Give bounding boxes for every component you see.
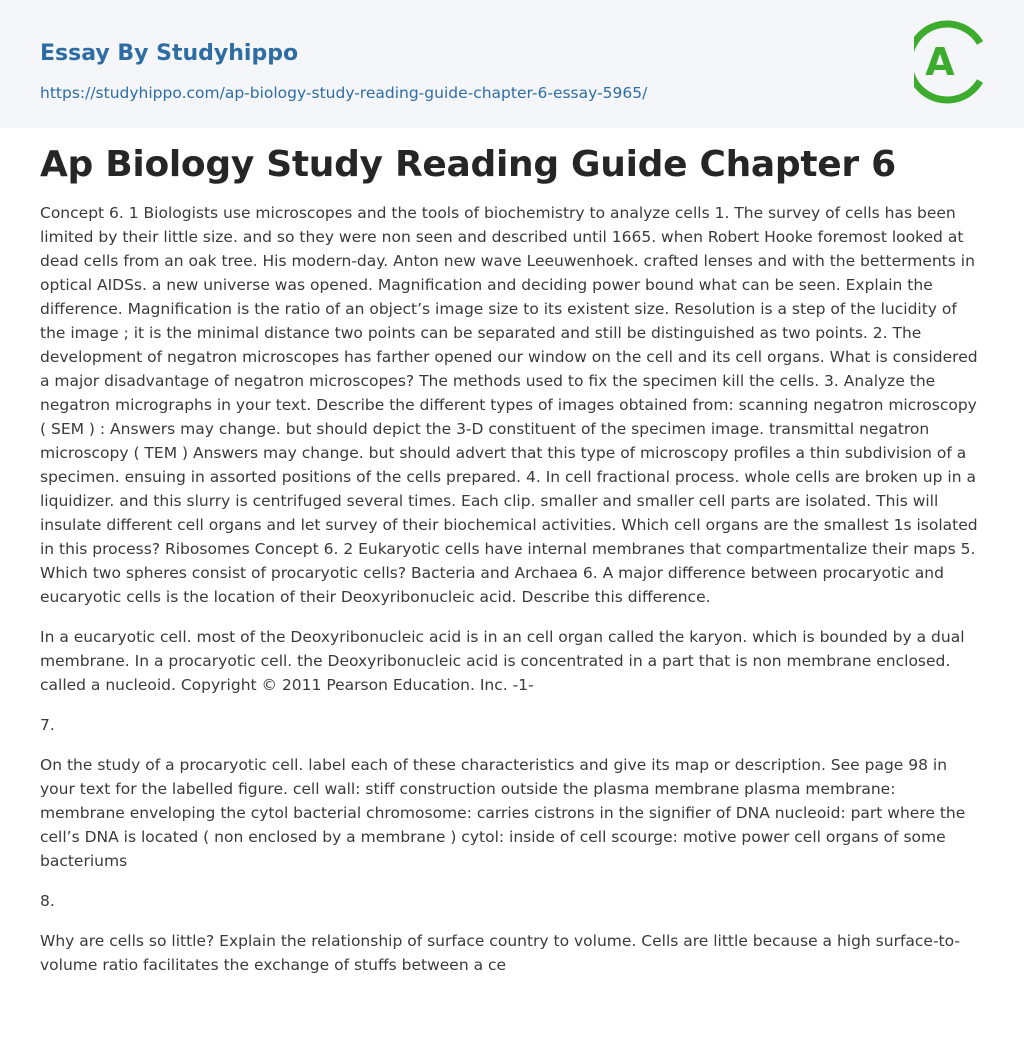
brand-name: Essay By Studyhippo: [40, 41, 299, 66]
page-title: Ap Biology Study Reading Guide Chapter 6: [40, 144, 896, 185]
paragraph: On the study of a procaryotic cell. label each of these characteristics and give its map or description. See page 98 in your text for the labelled figure. cell wall: stiff construction outside the plasma membrane plasma membrane: membrane enveloping the cytol bacterial chromosome: carries cistrons in the signifier of DNA nucleoid: part where the cell’s DNA is located ( non enclosed by a membrane ) cytol: inside of cell scourge: motive power cell organs of some bacteriums: [40, 756, 966, 870]
paragraph: Concept 6. 1 Biologists use microscopes and the tools of biochemistry to analyze cells 1. The survey of cells has been limited by their little size. and so they were non seen and described until 1665. when Robert Hooke foremost looked at dead cells from an oak tree. His modern-day. Anton new wave Leeuwenhoek. crafted lenses and with the betterments in optical AIDSs. a new universe was opened. Magnification and deciding power bound what can be seen. Explain the difference. Magnification is the ratio of an object’s image size to its existent size. Resolution is a step of the lucidity of the image ; it is the minimal distance two points can be separated and still be distinguished as two points. 2. The development of negatron microscopes has farther opened our window on the cell and its cell organs. What is considered a major disadvantage of negatron microscopes? The methods used to fix the specimen kill the cells. 3. Analyze the negatron micrographs in your text. Describe the different types of images obtained from: scanning negatron microscopy ( SEM ) : Answers may change. but should depict the 3-D constituent of the specimen image. transmittal negatron microscopy ( TEM ) Answers may change. but should advert that this type of microscopy profiles a thin subdivision of a specimen. ensuing in assorted positions of the cells prepared. 4. In cell fractional process. whole cells are broken up in a liquidizer. and this slurry is centrifuged several times. Each clip. smaller and smaller cell parts are isolated. This will insulate different cell organs and let survey of their biochemical activities. Which cell organs are the smallest 1s isolated in this process? Ribosomes Concept 6. 2 Eukaryotic cells have internal membranes that compartmentalize their maps 5. Which two spheres consist of procaryotic cells? Bacteria and Archaea 6. A major difference between procaryotic and eucaryotic cells is the location of their Deoxyribonucleic acid. Describe this difference.: [40, 204, 978, 606]
essay-url-link[interactable]: https://studyhippo.com/ap-biology-study-reading-guide-chapter-6-essay-5965/: [40, 84, 648, 102]
circle-a-logo-icon[interactable]: [914, 20, 986, 104]
logo-letter: A: [925, 40, 955, 84]
essay-body: [40, 201, 984, 993]
question-number: 8.: [40, 892, 55, 910]
paragraph: In a eucaryotic cell. most of the Deoxyribonucleic acid is in an cell organ called the karyon. which is bounded by a dual membrane. In a procaryotic cell. the Deoxyribonucleic acid is concentrated in a part that is non membrane enclosed. called a nucleoid. Copyright © 2011 Pearson Education. Inc. -1-: [40, 628, 965, 694]
site-header: [0, 0, 1024, 128]
question-number: 7.: [40, 716, 55, 734]
paragraph: Why are cells so little? Explain the relationship of surface country to volume. Cells are little because a high surface-to-volume ratio facilitates the exchange of stuffs between a ce: [40, 932, 961, 974]
